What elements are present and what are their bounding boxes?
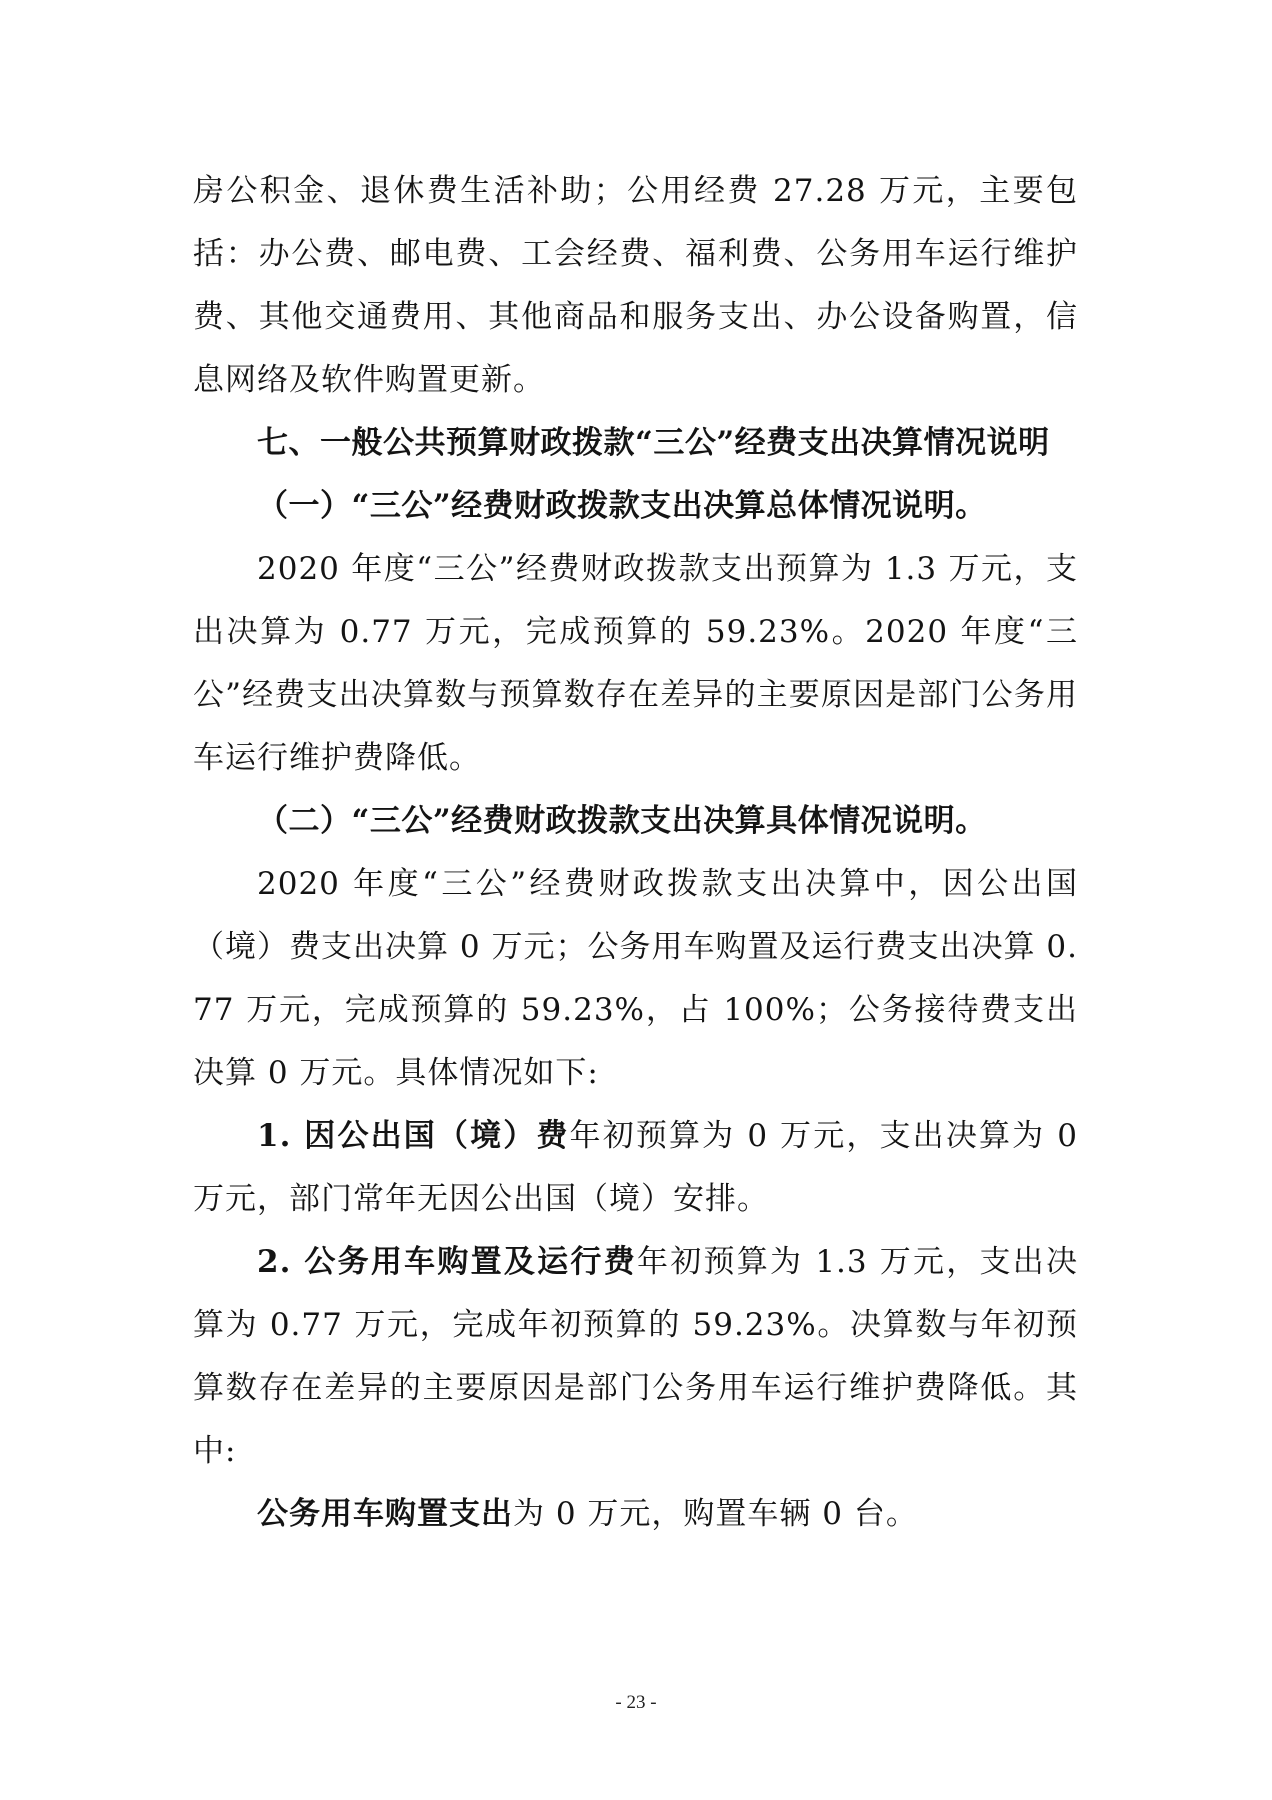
paragraph-public-funds: 房公积金、退休费生活补助；公用经费 27.28 万元，主要包括：办公费、邮电费、工会经费、福利费、公务用车运行维护费、其他交通费用、其他商品和服务支出、办公设备购置，信息网络及软件购置更新。 — [193, 173, 1078, 398]
document-body — [193, 160, 1078, 1546]
item-overseas-travel — [193, 1105, 1078, 1231]
item-vehicle-purchase-lead: 公务用车购置支出 — [257, 1496, 513, 1532]
paragraph-detailed-budget: 2020 年度“三公”经费财政拨款支出决算中，因公出国（境）费支出决算 0 万元；公务用车购置及运行费支出决算 0.77 万元，完成预算的 59.23%，占 100%；公务接待费支出决算 0 万元。具体情况如下: — [193, 866, 1078, 1091]
section-heading-seven: 七、一般公共预算财政拨款“三公”经费支出决算情况说明 — [257, 425, 1050, 461]
item-vehicle-costs — [193, 1231, 1078, 1483]
subheading-overall: （一）“三公”经费财政拨款支出决算总体情况说明。 — [257, 488, 987, 524]
page-number: - 23 - — [615, 1692, 657, 1713]
item-overseas-travel-lead: 1. 因公出国（境）费 — [257, 1118, 570, 1154]
item-overseas-travel-text: 年初预算为 0 万元，支出决算为 0 万元，部门常年无因公出国（境）安排。 — [193, 1118, 1079, 1217]
item-vehicle-purchase — [193, 1483, 1078, 1546]
subheading-detailed: （二）“三公”经费财政拨款支出决算具体情况说明。 — [257, 803, 987, 839]
item-vehicle-costs-lead: 2. 公务用车购置及运行费 — [257, 1244, 637, 1280]
item-vehicle-costs-text: 年初预算为 1.3 万元，支出决算为 0.77 万元，完成年初预算的 59.23%。决算数与年初预算数存在差异的主要原因是部门公务用车运行维护费降低。其中: — [193, 1244, 1079, 1469]
paragraph-overall-budget: 2020 年度“三公”经费财政拨款支出预算为 1.3 万元，支出决算为 0.77 万元，完成预算的 59.23%。2020 年度“三公”经费支出决算数与预算数存在差异的主要原因是部门公务用车运行维护费降低。 — [193, 551, 1078, 776]
item-vehicle-purchase-text: 为 0 万元，购置车辆 0 台。 — [513, 1496, 918, 1532]
